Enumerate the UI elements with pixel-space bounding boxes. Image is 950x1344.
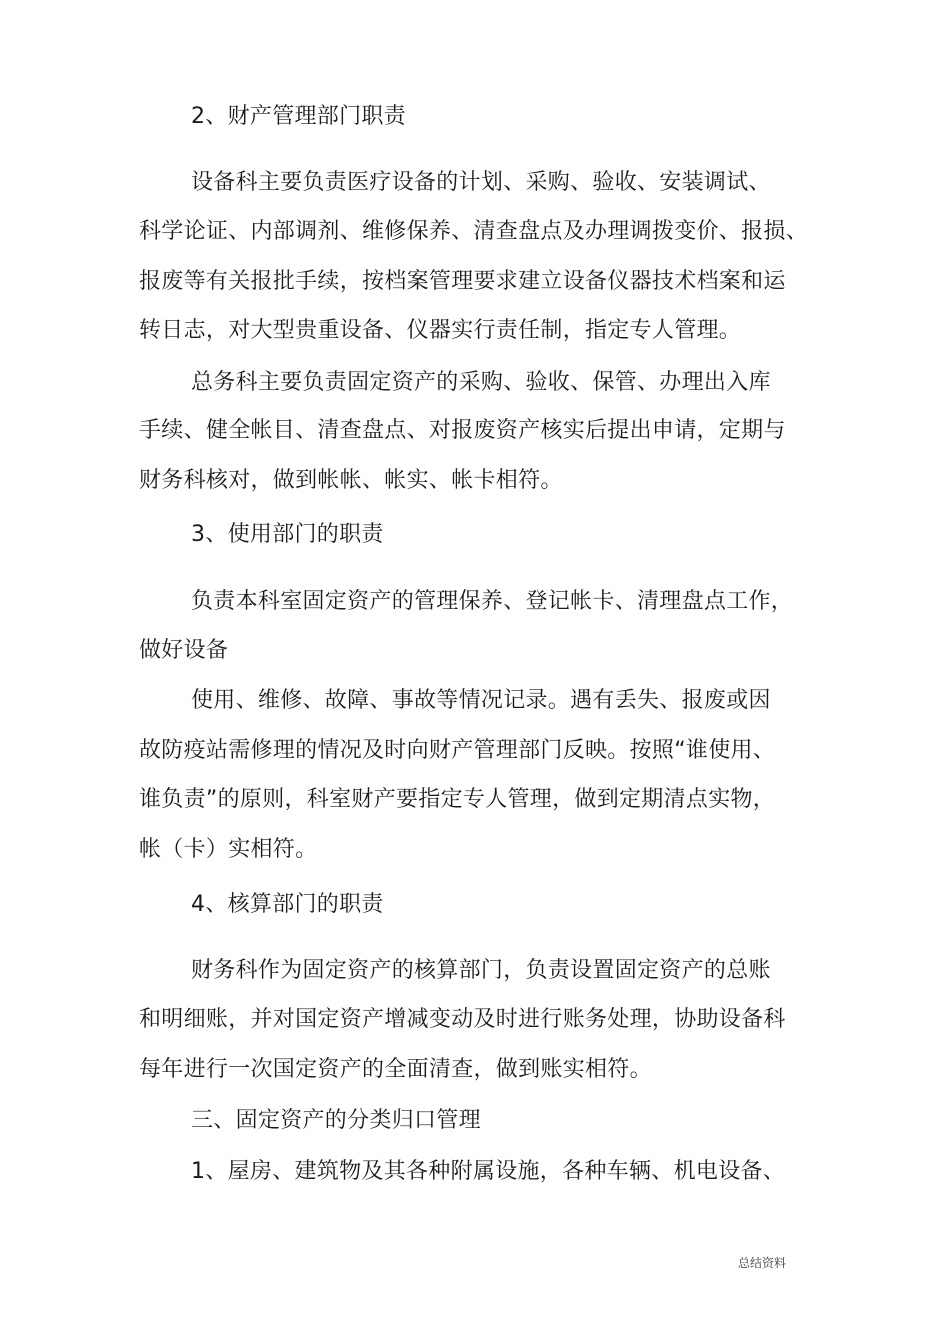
paragraph-line: 负责本科室固定资产的管理保养、登记帐卡、清理盘点工作， — [191, 589, 794, 614]
paragraph-line: 谁负责”的原则，科室财产要指定专人管理，做到定期清点实物， — [139, 787, 776, 812]
list-item: 1、屋房、建筑物及其各种附属设施，各种车辆、机电设备、 — [191, 1159, 786, 1184]
paragraph-line: 总务科主要负责固定资产的采购、验收、保管、办理出入库 — [191, 370, 771, 395]
paragraph-line: 每年进行一次国定资产的全面清查，做到账实相符。 — [139, 1057, 652, 1082]
section-heading-classification: 三、固定资产的分类归口管理 — [191, 1108, 481, 1133]
heading-finance-management-duties: 2、财产管理部门职责 — [191, 104, 406, 129]
paragraph-line: 设备科主要负责医疗设备的计划、采购、验收、安装调试、 — [191, 170, 771, 195]
paragraph-line: 财务科作为固定资产的核算部门，负责设置固定资产的总账 — [191, 958, 771, 983]
footer-label: 总结资料 — [738, 1256, 787, 1270]
paragraph-line: 财务科核对，做到帐帐、帐实、帐卡相符。 — [139, 468, 563, 493]
paragraph-line: 帐（卡）实相符。 — [139, 837, 318, 862]
heading-user-dept-duties: 3、使用部门的职责 — [191, 522, 384, 547]
paragraph-line: 使用、维修、故障、事故等情况记录。遇有丢失、报废或因 — [191, 688, 771, 713]
paragraph-line: 和明细账，并对国定资产增减变动及时进行账务处理，协助设备科 — [139, 1007, 786, 1032]
paragraph-line: 做好设备 — [139, 638, 229, 663]
paragraph-line: 手续、健全帐目、清查盘点、对报废资产核实后提出申请，定期与 — [139, 418, 786, 443]
paragraph-line: 报废等有关报批手续，按档案管理要求建立设备仪器技术档案和运 — [139, 269, 786, 294]
paragraph-line: 故防疫站需修理的情况及时向财产管理部门反映。按照“谁使用、 — [139, 738, 776, 763]
heading-accounting-dept-duties: 4、核算部门的职责 — [191, 892, 384, 917]
paragraph-line: 科学论证、内部调剂、维修保养、清查盘点及办理调拨变价、报损、 — [139, 219, 809, 244]
paragraph-line: 转日志，对大型贵重设备、仪器实行责任制，指定专人管理。 — [139, 318, 742, 343]
